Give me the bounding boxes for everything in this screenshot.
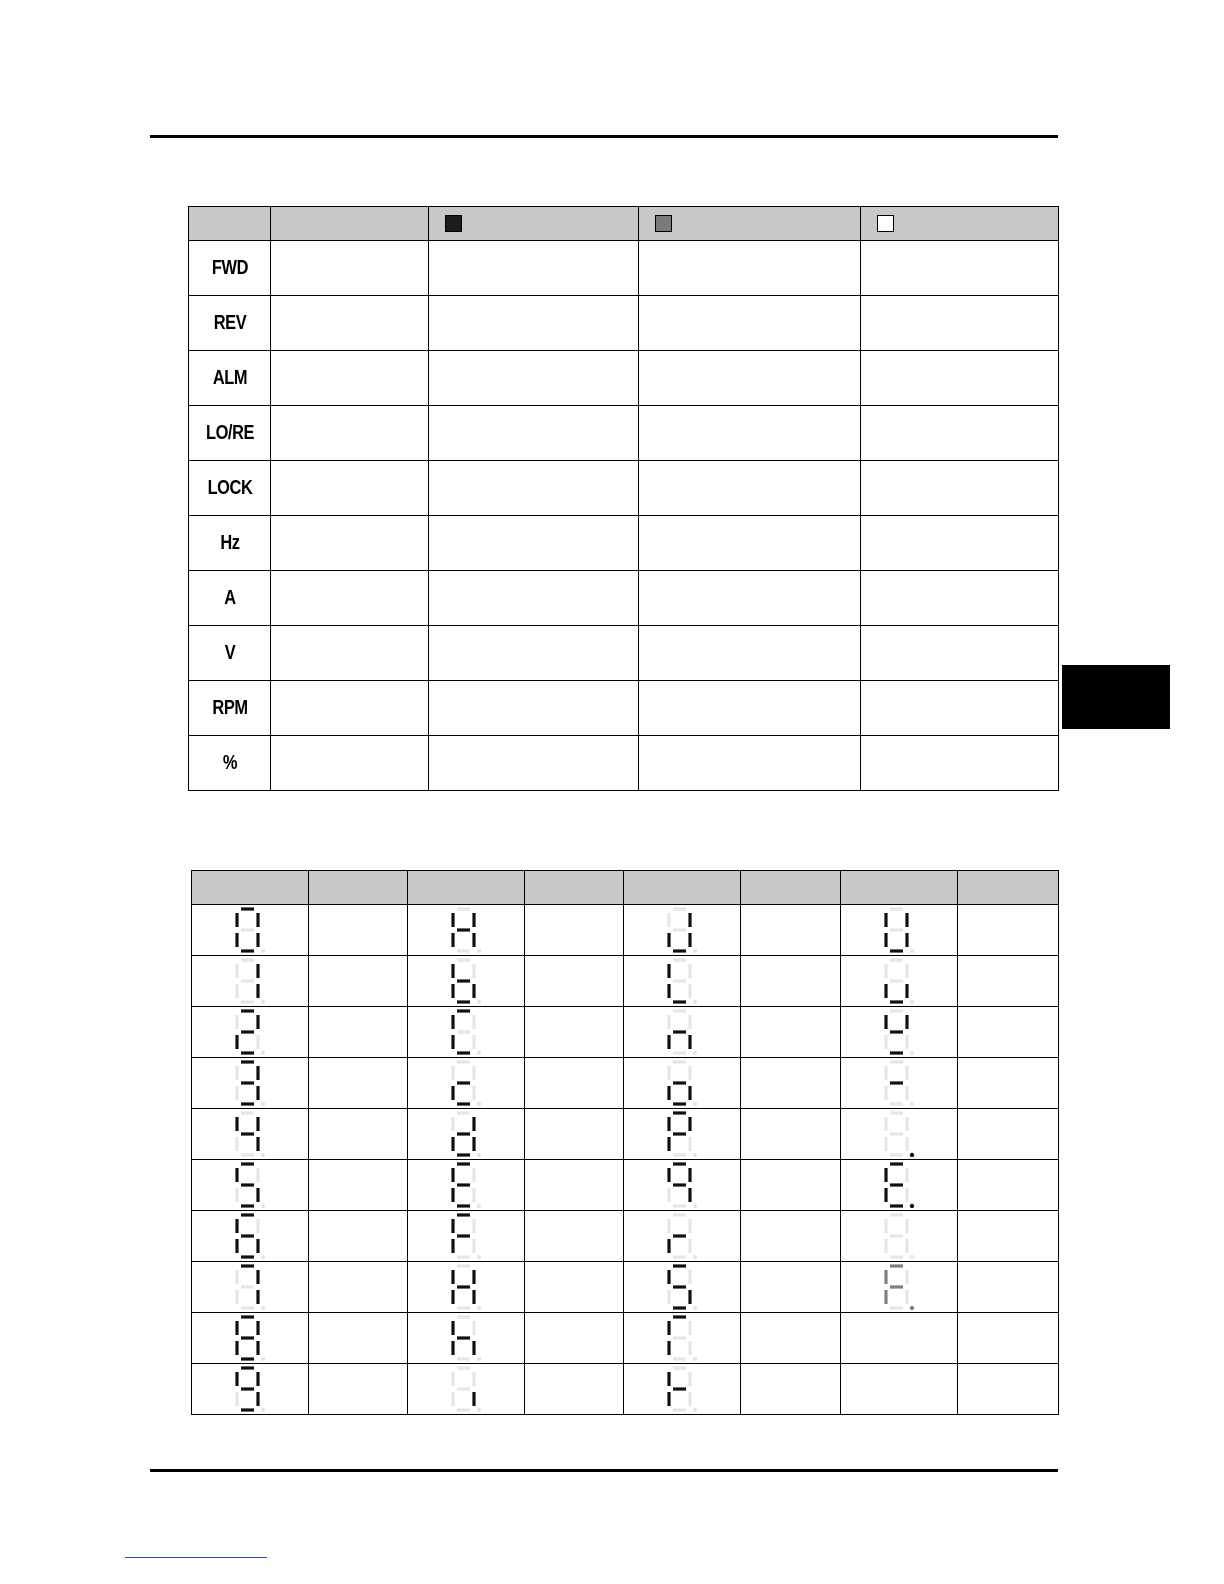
segment-char-cell: [958, 1364, 1059, 1415]
segment-row: [192, 1109, 1059, 1160]
segment-display-cell: [192, 1058, 309, 1109]
led-empty-cell: [639, 626, 861, 681]
led-empty-cell: [271, 461, 429, 516]
segment-char-cell: [309, 1058, 408, 1109]
segment-dot: [261, 1357, 265, 1361]
seven-segment-digit-icon: [881, 1264, 917, 1310]
off-square-icon: [877, 215, 894, 232]
segment-char-cell: [525, 956, 624, 1007]
segment-char-cell: [309, 1364, 408, 1415]
segment-char-cell: [525, 1262, 624, 1313]
led-row: [189, 406, 1059, 461]
led-empty-cell: [861, 461, 1059, 516]
segment-char-cell: [741, 1262, 841, 1313]
led-header-off: [861, 207, 1059, 241]
led-empty-cell: [429, 461, 639, 516]
segment-char-cell: [309, 1160, 408, 1211]
segment-char-cell: [525, 1007, 624, 1058]
segment-char-cell: [525, 1058, 624, 1109]
segment-display-cell: [841, 1364, 958, 1415]
segment-char-cell: [958, 1313, 1059, 1364]
segment-display-cell: [841, 1007, 958, 1058]
segment-dot: [693, 1000, 697, 1004]
seven-segment-digit-icon: [232, 1111, 268, 1157]
segment-dot: [261, 1153, 265, 1157]
segment-char-cell: [741, 1313, 841, 1364]
led-empty-cell: [861, 571, 1059, 626]
segment-char-cell: [309, 1007, 408, 1058]
segment-header-display-1: [192, 871, 309, 905]
segment-dot: [693, 1204, 697, 1208]
led-empty-cell: [429, 681, 639, 736]
segment-display-cell: [624, 956, 741, 1007]
segment-char-cell: [741, 1160, 841, 1211]
led-table-header-row: [189, 207, 1059, 241]
led-empty-cell: [639, 461, 861, 516]
segment-char-cell: [958, 1262, 1059, 1313]
segment-dot: [477, 1102, 481, 1106]
led-empty-cell: [271, 241, 429, 296]
led-name-cell: Hz: [196, 516, 263, 571]
led-name-cell: RPM: [196, 681, 263, 736]
segment-header-char-4: [958, 871, 1059, 905]
segment-dot: [910, 1255, 914, 1259]
seven-segment-digit-icon: [232, 1060, 268, 1106]
led-name-cell: LOCK: [196, 461, 263, 516]
led-header-blink: [639, 207, 861, 241]
led-name-cell: %: [196, 736, 263, 791]
led-empty-cell: [429, 241, 639, 296]
segment-dot: [261, 1102, 265, 1106]
segment-display-cell: [841, 1160, 958, 1211]
led-empty-cell: [861, 736, 1059, 791]
segment-char-cell: [309, 905, 408, 956]
segment-dot: [477, 1306, 481, 1310]
led-empty-cell: [429, 351, 639, 406]
segment-dot: [477, 1153, 481, 1157]
segment-display-cell: [624, 1262, 741, 1313]
segment-dot: [477, 949, 481, 953]
segment-dot: [477, 1255, 481, 1259]
segment-display-cell: [841, 1058, 958, 1109]
led-empty-cell: [271, 296, 429, 351]
segment-display-cell: [408, 1364, 525, 1415]
seven-segment-digit-icon: [664, 1009, 700, 1055]
segment-dot: [910, 1051, 914, 1055]
seven-segment-digit-icon: [664, 1111, 700, 1157]
led-empty-cell: [271, 626, 429, 681]
led-empty-cell: [271, 351, 429, 406]
led-empty-cell: [639, 241, 861, 296]
segment-dot: [261, 1051, 265, 1055]
segment-header-display-3: [624, 871, 741, 905]
seven-segment-digit-icon: [664, 1060, 700, 1106]
led-row: [189, 296, 1059, 351]
seven-segment-digit-icon: [448, 958, 484, 1004]
seven-segment-digit-icon: [232, 1315, 268, 1361]
seven-segment-table: [191, 870, 1059, 1415]
seven-segment-digit-icon: [881, 1060, 917, 1106]
segment-display-cell: [408, 1262, 525, 1313]
seven-segment-digit-icon: [881, 1162, 917, 1208]
led-header-on: [429, 207, 639, 241]
led-row: [189, 626, 1059, 681]
seven-segment-digit-icon: [881, 907, 917, 953]
segment-display-cell: [192, 1160, 309, 1211]
led-empty-cell: [639, 516, 861, 571]
segment-dot: [910, 1102, 914, 1106]
seven-segment-digit-icon: [448, 1213, 484, 1259]
segment-display-cell: [624, 1058, 741, 1109]
segment-row: [192, 956, 1059, 1007]
segment-row: [192, 1313, 1059, 1364]
header-rule: [150, 135, 1058, 138]
segment-display-cell: [408, 956, 525, 1007]
segment-char-cell: [309, 1313, 408, 1364]
led-empty-cell: [861, 516, 1059, 571]
segment-display-cell: [624, 1160, 741, 1211]
seven-segment-digit-icon: [232, 1264, 268, 1310]
led-row: [189, 736, 1059, 791]
led-empty-cell: [639, 296, 861, 351]
seven-segment-digit-icon: [448, 1264, 484, 1310]
segment-display-cell: [624, 1109, 741, 1160]
segment-char-cell: [525, 1364, 624, 1415]
segment-display-cell: [624, 1313, 741, 1364]
segment-display-cell: [408, 1109, 525, 1160]
segment-row: [192, 905, 1059, 956]
segment-dot: [477, 1408, 481, 1412]
led-empty-cell: [271, 516, 429, 571]
segment-dot: [693, 1306, 697, 1310]
segment-dot: [910, 1000, 914, 1004]
seven-segment-digit-icon: [664, 1315, 700, 1361]
segment-dot: [477, 1204, 481, 1208]
segment-display-cell: [192, 1262, 309, 1313]
segment-char-cell: [525, 1109, 624, 1160]
led-empty-cell: [271, 736, 429, 791]
seven-segment-digit-icon: [232, 1366, 268, 1412]
segment-display-cell: [408, 1058, 525, 1109]
led-status-table: [188, 206, 1059, 791]
segment-char-cell: [525, 1313, 624, 1364]
led-empty-cell: [271, 571, 429, 626]
segment-char-cell: [958, 1109, 1059, 1160]
segment-dot: [910, 949, 914, 953]
segment-char-cell: [741, 1211, 841, 1262]
segment-row: [192, 1160, 1059, 1211]
segment-dot: [477, 1000, 481, 1004]
led-row: [189, 461, 1059, 516]
segment-dot: [910, 1204, 914, 1208]
segment-row: [192, 1364, 1059, 1415]
seven-segment-digit-icon: [448, 1009, 484, 1055]
chapter-side-tab: [1062, 665, 1170, 729]
segment-dot: [693, 1408, 697, 1412]
segment-char-cell: [958, 1211, 1059, 1262]
segment-char-cell: [958, 1058, 1059, 1109]
segment-row: [192, 1058, 1059, 1109]
segment-display-cell: [841, 1262, 958, 1313]
led-row: [189, 571, 1059, 626]
segment-char-cell: [741, 1058, 841, 1109]
led-empty-cell: [639, 351, 861, 406]
led-row: [189, 351, 1059, 406]
seven-segment-digit-icon: [881, 1009, 917, 1055]
seven-segment-digit-icon: [664, 958, 700, 1004]
segment-char-cell: [958, 1160, 1059, 1211]
seven-segment-digit-icon: [881, 1111, 917, 1157]
segment-char-cell: [958, 956, 1059, 1007]
led-empty-cell: [429, 296, 639, 351]
segment-dot: [261, 1255, 265, 1259]
segment-char-cell: [741, 1007, 841, 1058]
segment-header-char-1: [309, 871, 408, 905]
segment-display-cell: [408, 1007, 525, 1058]
segment-display-cell: [408, 1160, 525, 1211]
segment-display-cell: [841, 905, 958, 956]
led-empty-cell: [429, 406, 639, 461]
segment-display-cell: [624, 1211, 741, 1262]
segment-display-cell: [841, 1109, 958, 1160]
led-empty-cell: [639, 571, 861, 626]
led-empty-cell: [861, 626, 1059, 681]
segment-display-cell: [192, 1313, 309, 1364]
segment-display-cell: [192, 1364, 309, 1415]
segment-header-display-4: [841, 871, 958, 905]
segment-display-cell: [192, 956, 309, 1007]
segment-table-header-row: [192, 871, 1059, 905]
segment-dot: [910, 1153, 914, 1157]
segment-row: [192, 1007, 1059, 1058]
segment-display-cell: [408, 1313, 525, 1364]
segment-display-cell: [841, 1211, 958, 1262]
lit-square-icon: [445, 215, 462, 232]
seven-segment-digit-icon: [881, 1213, 917, 1259]
led-empty-cell: [429, 626, 639, 681]
seven-segment-digit-icon: [448, 1315, 484, 1361]
segment-dot: [693, 949, 697, 953]
segment-dot: [693, 1153, 697, 1157]
led-empty-cell: [271, 681, 429, 736]
segment-header-char-3: [741, 871, 841, 905]
segment-char-cell: [741, 1364, 841, 1415]
seven-segment-digit-icon: [664, 1366, 700, 1412]
segment-dot: [693, 1102, 697, 1106]
seven-segment-digit-icon: [448, 1060, 484, 1106]
led-name-cell: ALM: [196, 351, 263, 406]
segment-dot: [261, 1204, 265, 1208]
seven-segment-digit-icon: [448, 1111, 484, 1157]
segment-char-cell: [741, 905, 841, 956]
segment-display-cell: [192, 1007, 309, 1058]
segment-char-cell: [525, 1211, 624, 1262]
seven-segment-digit-icon: [232, 1162, 268, 1208]
seven-segment-digit-icon: [664, 1213, 700, 1259]
led-row: [189, 516, 1059, 571]
led-empty-cell: [861, 296, 1059, 351]
led-row: [189, 241, 1059, 296]
segment-dot: [261, 949, 265, 953]
segment-display-cell: [192, 905, 309, 956]
segment-char-cell: [309, 1211, 408, 1262]
segment-char-cell: [958, 1007, 1059, 1058]
led-empty-cell: [639, 406, 861, 461]
segment-row: [192, 1211, 1059, 1262]
led-name-cell: REV: [196, 296, 263, 351]
led-empty-cell: [271, 406, 429, 461]
led-empty-cell: [429, 571, 639, 626]
segment-display-cell: [841, 1313, 958, 1364]
led-header-name: [189, 207, 271, 241]
segment-dot: [261, 1000, 265, 1004]
led-empty-cell: [861, 241, 1059, 296]
seven-segment-digit-icon: [232, 1213, 268, 1259]
led-name-cell: V: [196, 626, 263, 681]
seven-segment-digit-icon: [448, 1366, 484, 1412]
led-empty-cell: [861, 406, 1059, 461]
led-empty-cell: [639, 681, 861, 736]
segment-display-cell: [624, 1364, 741, 1415]
segment-header-char-2: [525, 871, 624, 905]
seven-segment-digit-icon: [664, 1162, 700, 1208]
led-empty-cell: [429, 516, 639, 571]
blinking-square-icon: [655, 215, 672, 232]
seven-segment-digit-icon: [232, 1009, 268, 1055]
led-empty-cell: [861, 681, 1059, 736]
seven-segment-digit-icon: [448, 1162, 484, 1208]
led-empty-cell: [639, 736, 861, 791]
led-header-function: [271, 207, 429, 241]
led-name-cell: A: [196, 571, 263, 626]
led-row: [189, 681, 1059, 736]
segment-char-cell: [741, 1109, 841, 1160]
segment-dot: [693, 1255, 697, 1259]
seven-segment-digit-icon: [664, 907, 700, 953]
segment-display-cell: [192, 1109, 309, 1160]
segment-display-cell: [408, 905, 525, 956]
segment-dot: [693, 1051, 697, 1055]
segment-display-cell: [408, 1211, 525, 1262]
seven-segment-digit-icon: [664, 1264, 700, 1310]
led-empty-cell: [861, 351, 1059, 406]
segment-display-cell: [624, 905, 741, 956]
led-name-cell: FWD: [196, 241, 263, 296]
segment-row: [192, 1262, 1059, 1313]
segment-char-cell: [309, 956, 408, 1007]
led-name-cell: LO/RE: [196, 406, 263, 461]
seven-segment-digit-icon: [232, 958, 268, 1004]
segment-char-cell: [741, 956, 841, 1007]
seven-segment-digit-icon: [881, 958, 917, 1004]
segment-display-cell: [624, 1007, 741, 1058]
segment-char-cell: [525, 905, 624, 956]
segment-dot: [261, 1408, 265, 1412]
segment-char-cell: [958, 905, 1059, 956]
segment-dot: [693, 1357, 697, 1361]
segment-dot: [477, 1357, 481, 1361]
segment-display-cell: [192, 1211, 309, 1262]
segment-display-cell: [841, 956, 958, 1007]
segment-char-cell: [309, 1262, 408, 1313]
segment-dot: [477, 1051, 481, 1055]
segment-dot: [261, 1306, 265, 1310]
led-empty-cell: [429, 736, 639, 791]
seven-segment-digit-icon: [232, 907, 268, 953]
segment-char-cell: [309, 1109, 408, 1160]
footer-link-underline: [125, 1557, 267, 1558]
footer-rule: [150, 1469, 1058, 1472]
segment-char-cell: [525, 1160, 624, 1211]
segment-header-display-2: [408, 871, 525, 905]
seven-segment-digit-icon: [448, 907, 484, 953]
segment-dot: [910, 1306, 914, 1310]
